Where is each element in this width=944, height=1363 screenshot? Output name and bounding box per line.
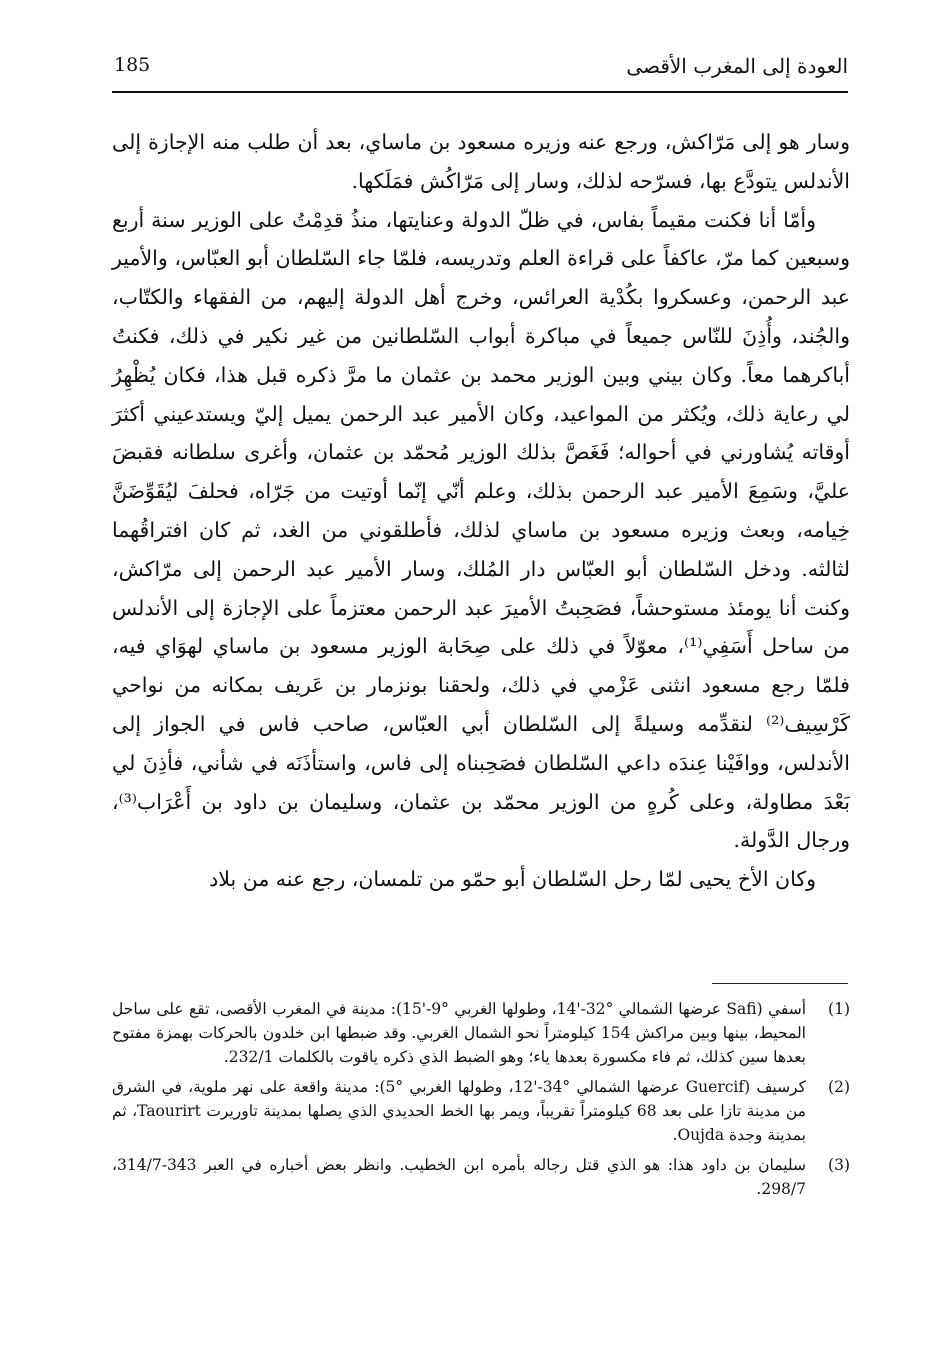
paragraph: وأمّا أنا فكنت مقيماً بفاس، في ظلّ الدولة وعنايتها، منذُ قدِمْتُ على الوزير سنة أربع وسبعين كما مرّ، عاكفاً على قراءة العلم وتدريسه، فلمّا جاء السّلطان أبو العبّاس، والأمير عبد الرحمن، وعسكروا بكُدْية العرائس، وخرج أهل الدولة إليهم، من الفقهاء والكتّاب، والجُند، وأُذِنَ للنّاس جميعاً في مباكرة أبواب السّلطانين من غير نكير في ذلك، فكنتُ أباكرهما معاً. وكان بيني وبين الوزير محمد بن عثمان ما مرَّ ذكره قبل هذا، فكان يُظْهِرُ لي رعاية ذلك، ويُكثر من المواعيد، وكان الأمير عبد الرحمن يميل إليّ ويستدعيني أكثرَ أوقاته يُشاورني في أحواله؛ فَغَصَّ بذلك الوزير مُحمّد بن عثمان، وأغرى سلطانه فقبضَ عليَّ، وسَمِعَ الأمير عبد الرحمن بذلك، وعلم أنّي إنّما أوتيت من جَرّاه، فحلفَ ليُقَوِّضَنَّ خِيامه، وبعث وزيره مسعود بن ماساي لذلك، فأطلقوني من الغد، ثم كان افتراقُهما لثالثه. ودخل السّلطان أبو العبّاس دار المُلك، وسار الأمير عبد الرحمن إلى مرّاكش، وكنت أنا يومئذ مستوحشاً، فصَحِبتُ الأميرَ عبد الرحمن معتزماً على الإجازة إلى الأندلس من ساحل أَسَفِي⁽¹⁾، معوّلاً في ذلك على صِحَابة الوزير مسعود بن ماساي لهوَاي فيه، فلمّا رجع مسعود انثنى عَزْمي في ذلك، ولحقنا بونزمار بن عَريف بمكانه من نواحي كَرْسِيف⁽²⁾ لنقدِّمه وسيلةً إلى السّلطان أبي العبّاس، صاحب فاس في الجواز إلى الأندلس، ووافَيْنا عِندَه داعي السّلطان فصَحِبناه إلى فاس، واستأذَنَه في شأني، فأذِنَ لي بَعْدَ مطاولة، وعلى كُرهٍ من الوزير محمّد بن عثمان، وسليمان بن داود بن أَعْرَاب⁽³⁾، ورجال الدَّولة. — [112, 207, 850, 853]
paragraph: وسار هو إلى مَرّاكش، ورجع عنه وزيره مسعود بن ماساي، بعد أن طلب منه الإجازة إلى الأندلس يتودَّع بها، فسرّحه لذلك، وسار إلى مَرّاكُش فمَلَكها. — [112, 130, 850, 193]
footnote-separator — [712, 983, 848, 984]
page-number: 185 — [114, 54, 151, 76]
footnote-text: أسفي (Safi عرضها الشمالي °32-'14، وطولها الغربي °9-'15): مدينة في المغرب الأقصى، تقع على ساحل المحيط، بينها وبين مراكش 154 كيلومتراً نحو الشمال الغربي. وقد ضبطها ابن خلدون بالحركات بهمزة مفتوح بعدها سين كذلك، ثم فاء مكسورة بعدها ياء؛ وهو الضبط الذي ذكره ياقوت بالكلمات 232/1. — [112, 1000, 807, 1066]
footnote-marker: (1) — [828, 1000, 850, 1018]
paragraph: وكان الأخ يحيى لمّا رحل السّلطان أبو حمّو من تلمسان، رجع عنه من بلاد — [209, 867, 816, 892]
footnote — [112, 1153, 850, 1201]
page-header — [112, 50, 848, 86]
footnote — [112, 1075, 850, 1147]
header-rule — [112, 91, 848, 93]
footnote — [112, 997, 850, 1069]
main-text — [112, 123, 850, 899]
footnote-marker: (2) — [828, 1078, 850, 1096]
footnote-marker: (3) — [828, 1156, 850, 1174]
footnote-text: كرسيف (Guercif عرضها الشمالي °34-'12، وطولها الغربي °5): مدينة واقعة على نهر ملوية، في الشرق من مدينة تازا على بعد 68 كيلومتراً تقريباً، ويمر بها الخط الحديدي الذي يصلها بمدينة تاوريرت Taourirt، ثم بمدينة وجدة Oujda. — [112, 1078, 806, 1144]
running-title: العودة إلى المغرب الأقصى — [626, 54, 848, 78]
footnotes — [112, 997, 850, 1207]
footnote-text: سليمان بن داود هذا: هو الذي قتل رجاله بأمره ابن الخطيب. وانظر بعض أخباره في العبر 343-314/7، 298/7. — [112, 1156, 806, 1198]
